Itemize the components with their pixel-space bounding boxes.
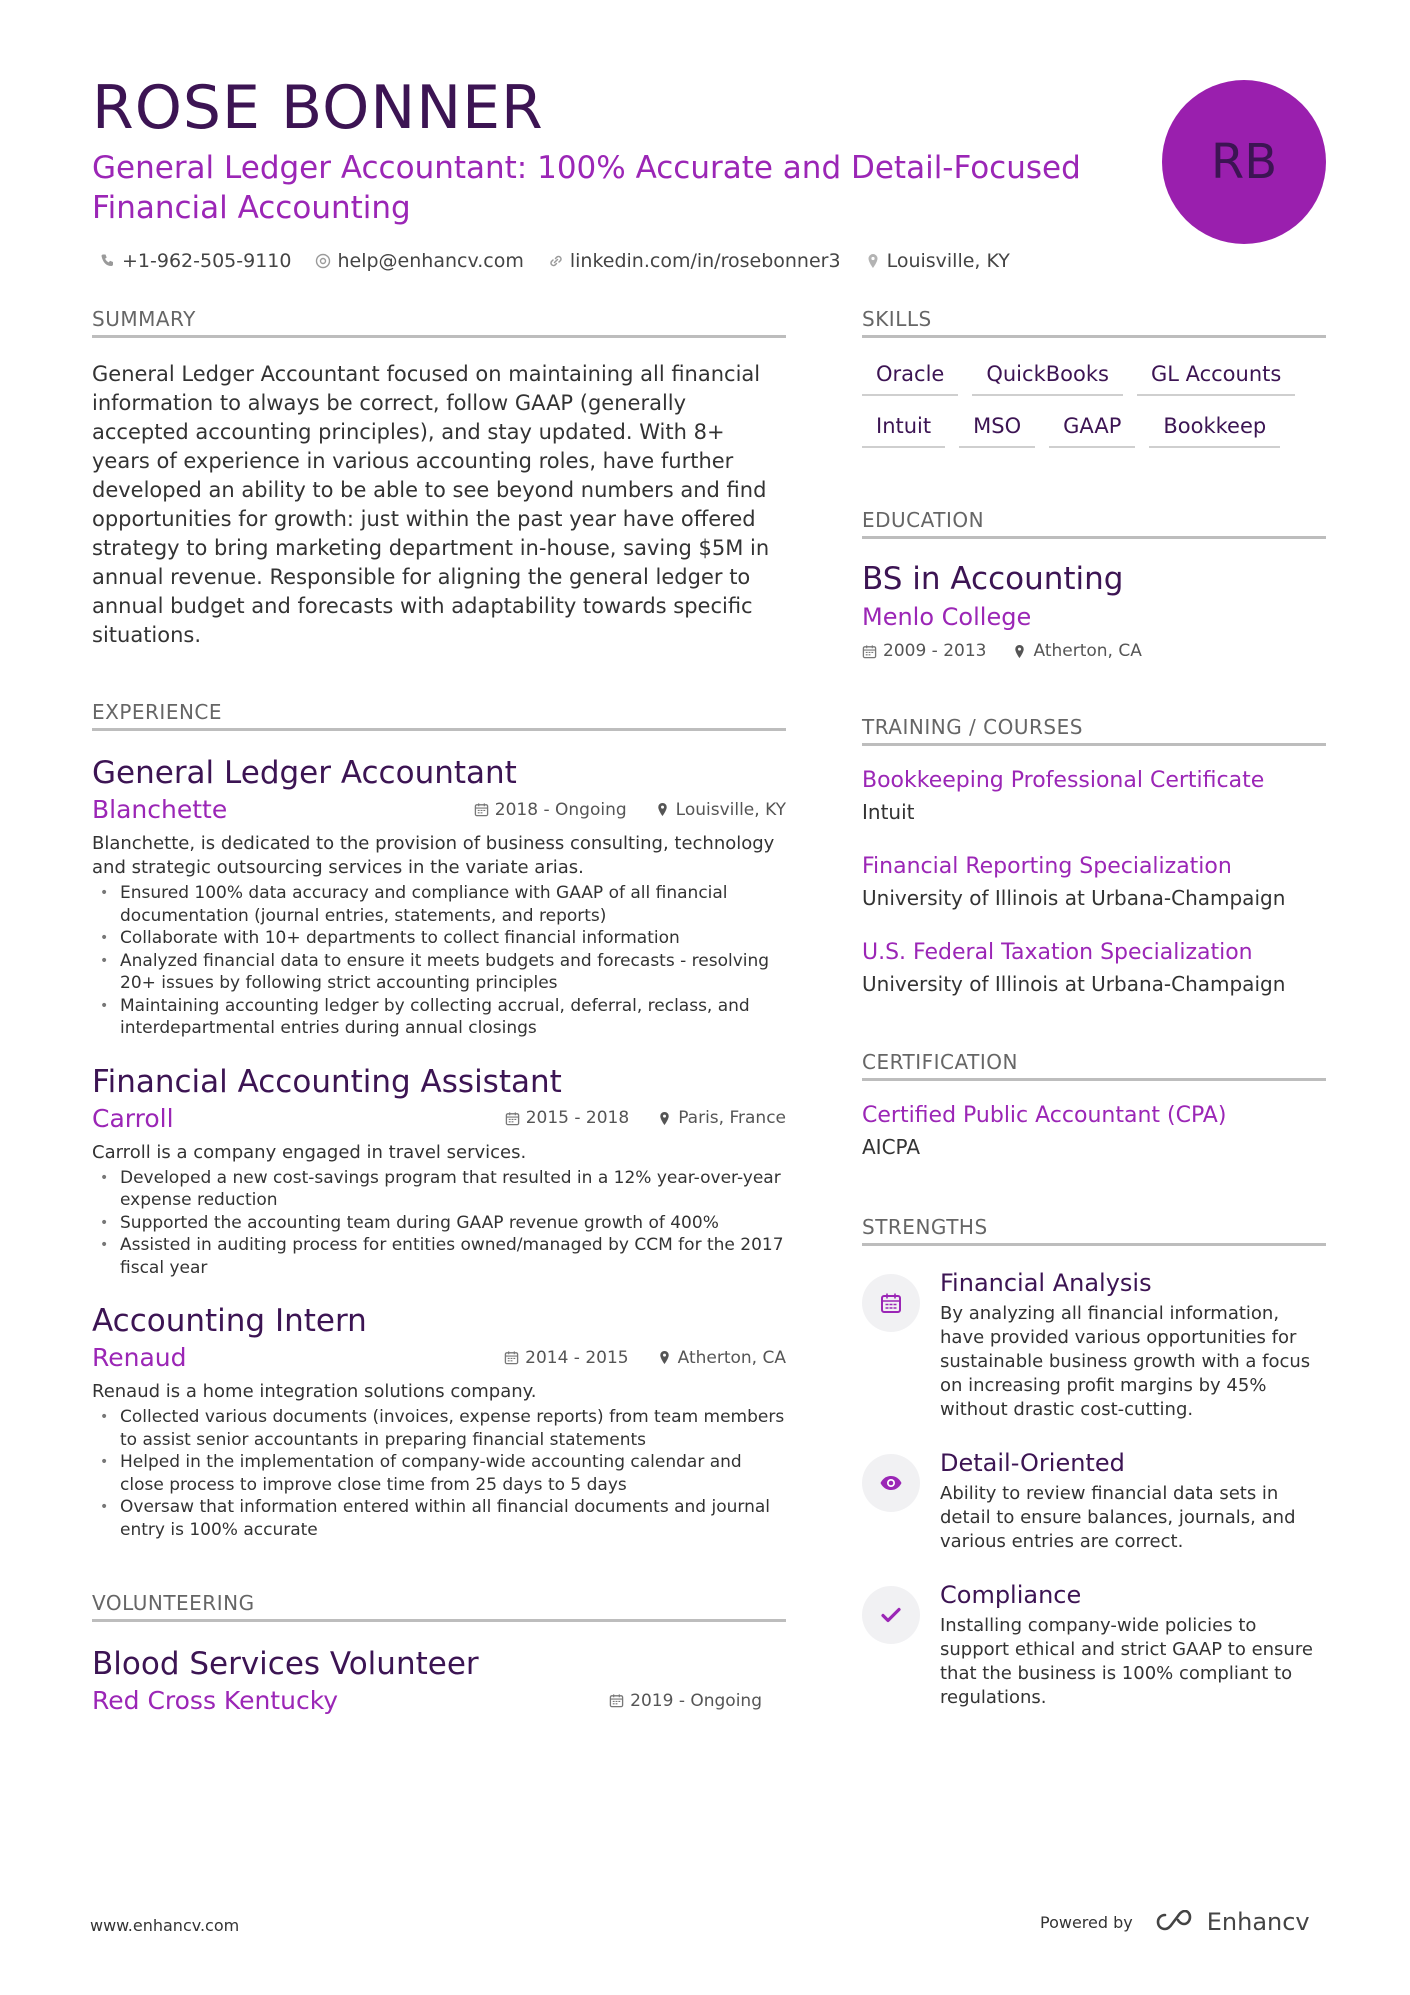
job-dates: 2015 - 2018 [505, 1108, 629, 1128]
course-provider: University of Illinois at Urbana-Champaign [862, 886, 1286, 910]
skill-tag: GL Accounts [1137, 358, 1295, 396]
job-description: Carroll is a company engaged in travel services. [92, 1141, 527, 1163]
certification-entry [862, 1101, 1326, 1159]
volunteering-section [92, 1591, 786, 1715]
calendar-icon [504, 1350, 519, 1365]
volunteering-heading: VOLUNTEERING [92, 1591, 786, 1622]
strengths-heading: STRENGTHS [862, 1215, 1326, 1246]
brand-name: Enhancv [1206, 1908, 1310, 1936]
job-location: Paris, France [657, 1108, 786, 1128]
course-title: Financial Reporting Specialization [862, 854, 1232, 879]
certification-section [862, 1050, 1326, 1159]
contact-email[interactable] [315, 250, 523, 272]
job-dates: 2014 - 2015 [504, 1348, 628, 1368]
volunteer-dates: 2019 - Ongoing [609, 1691, 762, 1711]
job-bullets [92, 1406, 786, 1541]
contact-linkedin[interactable] [548, 250, 841, 272]
skills-section [862, 307, 1326, 448]
job-location: Louisville, KY [655, 800, 786, 820]
certification-heading: CERTIFICATION [862, 1050, 1326, 1081]
job-dates: 2018 - Ongoing [474, 800, 627, 820]
avatar: RB [1162, 80, 1326, 244]
education-location: Atherton, CA [1012, 641, 1141, 661]
skills-heading: SKILLS [862, 307, 1326, 338]
certification-issuer: AICPA [862, 1135, 921, 1159]
calendar-icon [474, 802, 489, 817]
strength-entry [862, 1448, 1326, 1554]
skills-list [862, 358, 1326, 448]
calendar-icon [862, 644, 877, 659]
company-name: Carroll [92, 1103, 174, 1133]
phone-icon [100, 253, 116, 269]
job-description: Blanchette, is dedicated to the provision of business consulting, technology and strategic outsourcing services in the variate arias. [92, 833, 775, 878]
linkedin-text: linkedin.com/in/rosebonner3 [569, 250, 841, 272]
experience-heading: EXPERIENCE [92, 700, 786, 731]
eye-icon [879, 1471, 903, 1495]
bullet-item: • Oversaw that information entered within all financial documents and journal entry is 100% accurate [92, 1496, 786, 1541]
school-name: Menlo College [862, 603, 1032, 631]
job-title: Financial Accounting Assistant [92, 1063, 562, 1100]
email-text: help@enhancv.com [337, 250, 524, 272]
at-icon [315, 253, 331, 269]
bullet-item: • Collaborate with 10+ departments to collect financial information [92, 927, 786, 950]
job-description: Renaud is a home integration solutions company. [92, 1381, 537, 1402]
course-entry [862, 766, 1326, 824]
footer-website[interactable]: www.enhancv.com [90, 1916, 240, 1935]
location-pin-icon [657, 1111, 672, 1126]
bullet-item: • Maintaining accounting ledger by collecting accrual, deferral, reclass, and interdepartmental entries during annual closings [92, 995, 786, 1040]
bullet-item: • Assisted in auditing process for entities owned/managed by CCM for the 2017 fiscal year [92, 1234, 786, 1279]
resume-header [92, 72, 1142, 272]
footer-branding [1040, 1908, 1310, 1936]
training-section [862, 715, 1326, 996]
degree: BS in Accounting [862, 561, 1124, 597]
strength-title: Compliance [940, 1581, 1082, 1609]
course-entry [862, 852, 1326, 910]
strength-description: Ability to review financial data sets in detail to ensure balances, journals, and various entries are correct. [940, 1483, 1296, 1552]
skill-tag: Intuit [862, 410, 945, 448]
link-icon [548, 253, 564, 269]
skill-tag: GAAP [1049, 410, 1135, 448]
contact-location [865, 250, 1010, 272]
bullet-item: • Analyzed financial data to ensure it meets budgets and forecasts - resolving 20+ issues by following strict accounting principles [92, 950, 786, 995]
job-location: Atherton, CA [657, 1348, 786, 1368]
location-pin-icon [1012, 644, 1027, 659]
candidate-name: ROSE BONNER [92, 73, 544, 143]
strength-description: By analyzing all financial information, have provided various opportunities for sustainable business growth with a focus on increasing profit margins by 45% without drastic cost-cutting. [940, 1303, 1311, 1420]
strength-description: Installing company-wide policies to support ethical and strict GAAP to ensure that the business is 100% compliant to regulations. [940, 1615, 1313, 1708]
enhancv-logo-icon [1151, 1910, 1199, 1934]
strength-title: Financial Analysis [940, 1269, 1152, 1297]
bullet-item: • Supported the accounting team during GAAP revenue growth of 400% [92, 1212, 786, 1235]
calendar-icon [879, 1291, 903, 1315]
check-icon [879, 1603, 903, 1627]
strength-entry [862, 1268, 1326, 1422]
location-pin-icon [865, 253, 881, 269]
company-name: Renaud [92, 1343, 187, 1372]
strength-entry [862, 1580, 1326, 1710]
right-column [862, 307, 1326, 1710]
location-text: Louisville, KY [886, 250, 1010, 272]
calendar-icon [609, 1693, 624, 1708]
education-dates: 2009 - 2013 [862, 641, 986, 661]
job-entry [92, 1062, 786, 1280]
skill-tag: MSO [959, 410, 1035, 448]
powered-by-label: Powered by [1040, 1912, 1133, 1932]
contact-phone[interactable] [100, 250, 291, 272]
course-provider: University of Illinois at Urbana-Champaign [862, 972, 1286, 996]
brand-logo[interactable] [1151, 1908, 1310, 1936]
course-entry [862, 938, 1326, 996]
volunteer-title: Blood Services Volunteer [92, 1646, 479, 1682]
training-heading: TRAINING / COURSES [862, 715, 1326, 746]
bullet-item: • Helped in the implementation of company-wide accounting calendar and close process to improve close time from 25 days to 5 days [92, 1451, 786, 1496]
job-title: Accounting Intern [92, 1303, 367, 1339]
skill-tag: Bookkeep [1149, 410, 1280, 448]
course-provider: Intuit [862, 800, 915, 824]
bullet-item: • Developed a new cost-savings program that resulted in a 12% year-over-year expense reduction [92, 1167, 786, 1212]
summary-section [92, 307, 786, 650]
candidate-title: General Ledger Accountant: 100% Accurate and Detail-Focused Financial Accounting [92, 150, 1081, 226]
bullet-item: • Collected various documents (invoices, expense reports) from team members to assist senior accountants in preparing financial statements [92, 1406, 786, 1451]
job-bullets [92, 1167, 786, 1280]
course-title: U.S. Federal Taxation Specialization [862, 940, 1253, 965]
location-pin-icon [655, 802, 670, 817]
certification-title: Certified Public Accountant (CPA) [862, 1103, 1227, 1128]
job-title: General Ledger Accountant [92, 755, 517, 791]
calendar-icon [505, 1111, 520, 1126]
education-heading: EDUCATION [862, 508, 1326, 539]
strength-title: Detail-Oriented [940, 1449, 1125, 1477]
skill-tag: QuickBooks [972, 358, 1123, 396]
volunteer-org: Red Cross Kentucky [92, 1686, 339, 1715]
education-section [862, 508, 1326, 661]
bullet-item: • Ensured 100% data accuracy and compliance with GAAP of all financial documentation (journal entries, statements, and reports) [92, 882, 786, 927]
course-title: Bookkeeping Professional Certificate [862, 768, 1265, 793]
summary-text: General Ledger Accountant focused on maintaining all financial information to always be correct, follow GAAP (generally accepted accounting principles), and stay updated. With 8+ years of experience in various accounting roles, have further developed an ability to be able to see beyond numbers and find opportunities for growth: just within the past year have offered strategy to bring marketing department in-house, saving $5M in annual revenue. Responsible for aligning the general ledger to annual budget and forecasts with adaptability towards specific situations. [92, 362, 770, 647]
experience-section [92, 700, 786, 1541]
phone-text: +1-962-505-9110 [122, 250, 292, 272]
contact-bar [92, 250, 1142, 272]
job-entry [92, 1301, 786, 1541]
left-column [92, 307, 786, 1715]
summary-heading: SUMMARY [92, 307, 786, 338]
job-bullets [92, 882, 786, 1040]
job-entry [92, 753, 786, 1040]
location-pin-icon [657, 1350, 672, 1365]
company-name: Blanchette [92, 795, 228, 824]
skill-tag: Oracle [862, 358, 958, 396]
strengths-section [862, 1215, 1326, 1710]
volunteer-entry [92, 1644, 786, 1715]
